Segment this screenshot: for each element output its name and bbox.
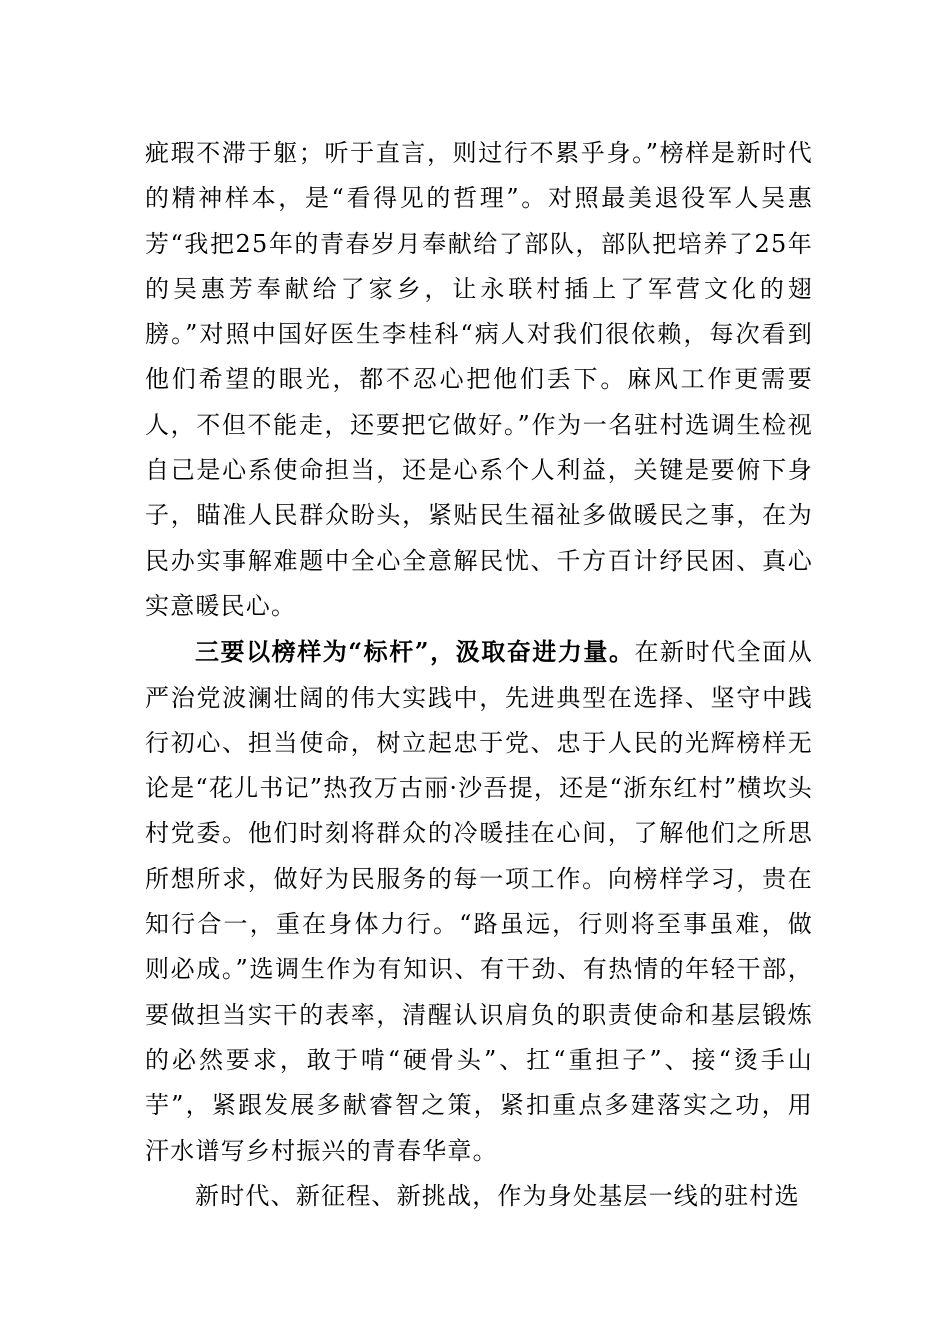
paragraph-continued	[145, 131, 813, 629]
paragraph-text: 新时代、新征程、新挑战，作为身处基层一线的驻村选	[195, 1181, 800, 1210]
paragraph-text: 疵瑕不滞于躯；听于直言，则过行不累乎身。”榜样是新时代的精神样本，是“看得见的哲理”。对照最美退役军人吴惠芳“我把25年的青春岁月奉献给了部队，部队把培养了25年的吴惠芳奉献给了家乡，让永联村插上了军营文化的翅膀。”对照中国好医生李桂科“病人对我们很依赖，每次看到他们希望的眼光，都不忍心把他们丢下。麻风工作更需要人，不但不能走，还要把它做好。”作为一名驻村选调生检视自己是心系使命担当，还是心系个人利益，关键是要俯下身子，瞄准人民群众盼头，紧贴民生福祉多做暖民之事，在为民办实事解难题中全心全意解民忧、千方百计纾民困、真心实意暖民心。	[145, 139, 813, 620]
document-body	[145, 131, 813, 1219]
paragraph-role-model-benchmark	[145, 629, 813, 1174]
paragraph-text: 在新时代全面从严治党波澜壮阔的伟大实践中，先进典型在选择、坚守中践行初心、担当使命，树立起忠于党、忠于人民的光辉榜样无论是“花儿书记”热孜万古丽·沙吾提，还是“浙东红村”横坎头村党委。他们时刻将群众的冷暖挂在心间，了解他们之所思所想所求，做好为民服务的每一项工作。向榜样学习，贵在知行合一，重在身体力行。“路虽远，行则将至事虽难，做则必成。”选调生作为有知识、有干劲、有热情的年轻干部，要做担当实干的表率，清醒认识肩负的职责使命和基层锻炼的必然要求，敢于啃“硬骨头”、扛“重担子”、接“烫手山芋”，紧跟发展多献睿智之策，紧扣重点多建落实之功，用汗水谱写乡村振兴的青春华章。	[145, 638, 813, 1165]
paragraph-lead-heading: 三要以榜样为“标杆”，汲取奋进力量。	[195, 637, 635, 667]
paragraph-new-era	[145, 1174, 813, 1219]
